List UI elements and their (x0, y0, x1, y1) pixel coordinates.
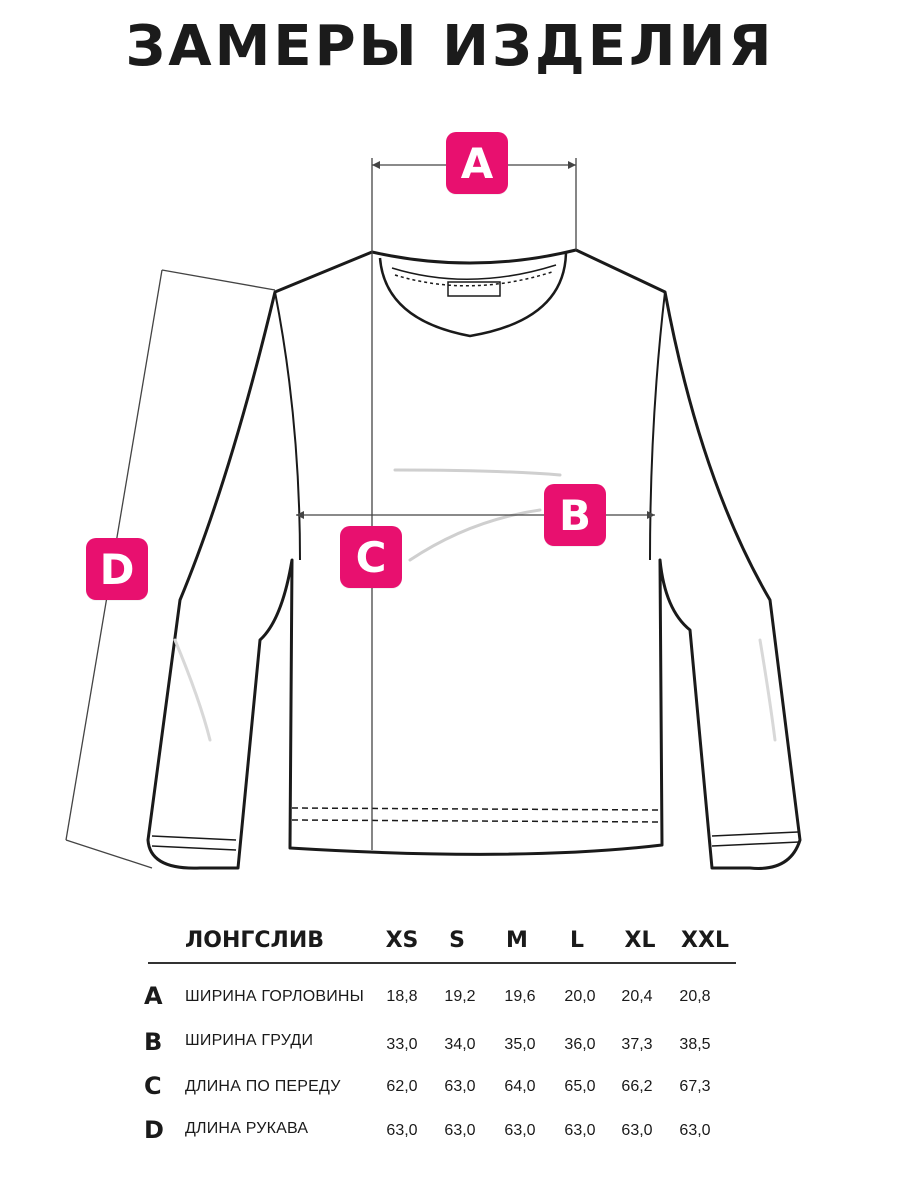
table-cell: 37,3 (621, 1036, 653, 1053)
table-cell: 63,0 (621, 1122, 653, 1139)
table-cell: 63,0 (444, 1122, 476, 1139)
table-cell: 63,0 (444, 1078, 476, 1095)
row-label: ДЛИНА ПО ПЕРЕДУ (185, 1078, 341, 1095)
table-cell: 63,0 (504, 1122, 536, 1139)
marker-d: D (86, 538, 148, 600)
right-sleeve-seam (650, 292, 665, 560)
table-cell: 63,0 (564, 1122, 596, 1139)
table-cell: 38,5 (679, 1036, 711, 1053)
row-letter: B (144, 1028, 163, 1056)
table-cell: 63,0 (386, 1122, 418, 1139)
neckline (380, 252, 566, 336)
product-name: ЛОНГСЛИВ (185, 928, 325, 953)
table-cell: 19,2 (444, 988, 476, 1005)
table-cell: 65,0 (564, 1078, 596, 1095)
table-cell: 66,2 (621, 1078, 653, 1095)
row-letter: D (144, 1116, 164, 1144)
table-cell: 34,0 (444, 1036, 476, 1053)
hem-stitching (292, 808, 660, 822)
table-cell: 35,0 (504, 1036, 536, 1053)
row-label: ДЛИНА РУКАВА (185, 1120, 309, 1137)
size-header: L (569, 928, 585, 953)
row-letter: A (144, 982, 163, 1010)
row-letter: C (144, 1072, 162, 1100)
size-header: XS (385, 928, 419, 953)
size-header: XXL (681, 928, 729, 953)
marker-c: C (340, 526, 402, 588)
size-header: XL (624, 928, 656, 953)
table-cell: 64,0 (504, 1078, 536, 1095)
table-cell: 19,6 (504, 988, 536, 1005)
size-header: S (449, 928, 465, 953)
table-cell: 67,3 (679, 1078, 711, 1095)
marker-b: B (544, 484, 606, 546)
left-sleeve-seam (275, 292, 300, 560)
table-cell: 20,8 (679, 988, 711, 1005)
table-cell: 63,0 (679, 1122, 711, 1139)
size-header: M (506, 928, 528, 953)
marker-a: A (446, 132, 508, 194)
table-cell: 62,0 (386, 1078, 418, 1095)
row-label: ШИРИНА ГРУДИ (185, 1032, 314, 1049)
page-title: ЗАМЕРЫ ИЗДЕЛИЯ (125, 14, 775, 79)
garment-outline (148, 250, 800, 868)
header-divider (148, 962, 736, 964)
table-cell: 33,0 (386, 1036, 418, 1053)
table-cell: 18,8 (386, 988, 418, 1005)
table-cell: 20,0 (564, 988, 596, 1005)
table-cell: 36,0 (564, 1036, 596, 1053)
table-cell: 20,4 (621, 988, 653, 1005)
row-label: ШИРИНА ГОРЛОВИНЫ (185, 988, 365, 1005)
